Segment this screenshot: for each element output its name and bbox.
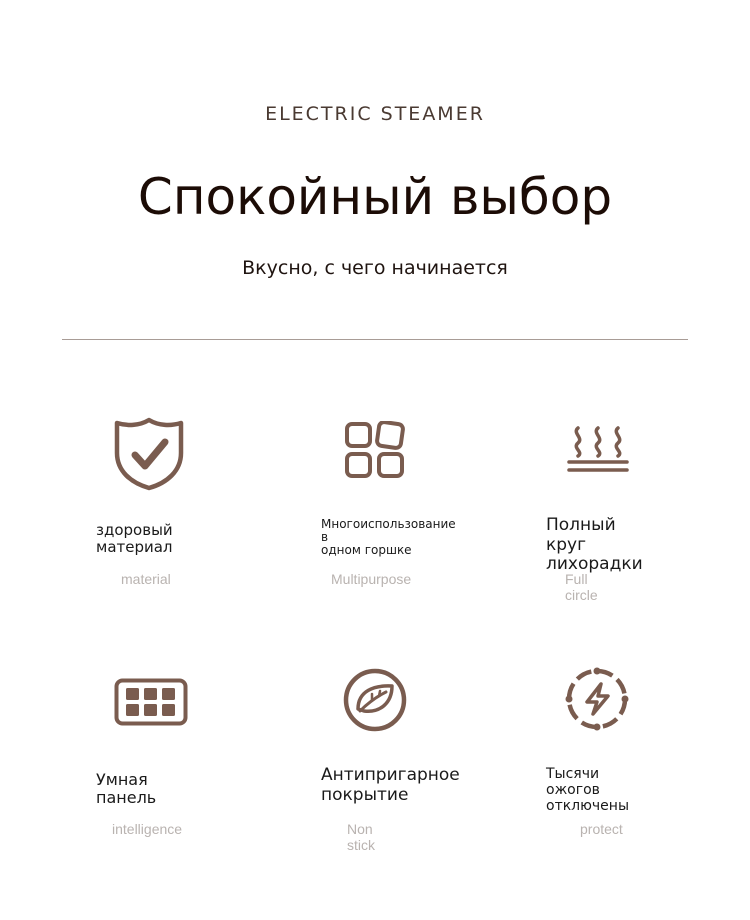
feature-caption: Full circle — [565, 571, 598, 603]
lightning-circle-icon — [564, 666, 630, 732]
page-subtitle: Вкусно, с чего начинается — [242, 257, 508, 279]
feature-caption: material — [121, 571, 171, 587]
section-divider — [62, 339, 688, 340]
shield-check-icon — [113, 417, 185, 491]
page-title: Спокойный выбор — [137, 168, 613, 226]
feature-caption: intelligence — [112, 821, 183, 837]
feature-title: Полный круг лихорадки — [546, 515, 643, 575]
brand-label: ELECTRIC STEAMER — [265, 103, 485, 125]
feature-title: здоровый материал — [96, 521, 173, 557]
steam-heat-icon — [566, 424, 630, 474]
feature-title: Умная панель — [96, 770, 157, 808]
feature-caption: Non stick — [347, 821, 375, 853]
leaf-circle-icon — [342, 667, 408, 733]
control-panel-icon — [114, 678, 188, 726]
feature-caption: Multipurpose — [331, 571, 412, 587]
feature-title: Антипригарное покрытие — [321, 765, 460, 805]
feature-caption: protect — [580, 821, 623, 837]
feature-title: Многоиспользование в одном горшке — [321, 517, 456, 558]
grid-four-icon — [344, 421, 406, 479]
feature-title: Тысячи ожогов отключены — [546, 766, 630, 815]
